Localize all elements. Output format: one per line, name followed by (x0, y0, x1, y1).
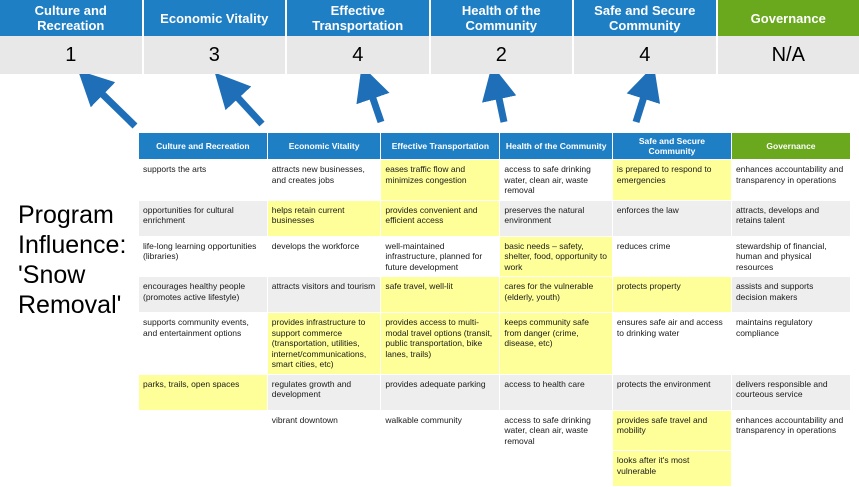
matrix-cell: provides convenient and efficient access (381, 200, 500, 236)
score-effective-transportation: 4 (287, 36, 431, 74)
matrix-cell: protects property (612, 277, 731, 313)
pillar-score-band (0, 36, 859, 74)
matrix-cell: vibrant downtown (267, 410, 381, 451)
matrix-header-health-of-the-community: Health of the Community (500, 133, 613, 160)
matrix-cell: well-maintained infrastructure, planned for future development (381, 236, 500, 277)
matrix-cell: cares for the vulnerable (elderly, youth) (500, 277, 613, 313)
matrix-cell: encourages healthy people (promotes active lifestyle) (139, 277, 268, 313)
matrix-header-economic-vitality: Economic Vitality (267, 133, 381, 160)
score-health-of-the-community: 2 (431, 36, 575, 74)
matrix-cell: provides infrastructure to support commerce (transportation, utilities, internet/communications, smart cities, etc) (267, 313, 381, 375)
arrow-layer (0, 74, 859, 132)
matrix-cell: assists and supports decision makers (731, 277, 850, 313)
table-row (139, 236, 851, 277)
matrix-cell: stewardship of financial, human and physical resources (731, 236, 850, 277)
matrix-cell: keeps community safe from danger (crime, disease, etc) (500, 313, 613, 375)
matrix-cell: eases traffic flow and minimizes congestion (381, 160, 500, 201)
score-economic-vitality: 3 (144, 36, 288, 74)
matrix-cell: access to health care (500, 374, 613, 410)
matrix-cell: provides safe travel and mobility (612, 410, 731, 451)
matrix-cell: attracts new businesses, and creates jobs (267, 160, 381, 201)
matrix-cell: regulates growth and development (267, 374, 381, 410)
matrix-cell: safe travel, well-lit (381, 277, 500, 313)
matrix-cell: supports the arts (139, 160, 268, 201)
matrix-cell (731, 451, 850, 487)
table-row (139, 313, 851, 375)
matrix-cell: helps retain current businesses (267, 200, 381, 236)
table-row (139, 374, 851, 410)
matrix-cell: looks after it's most vulnerable (612, 451, 731, 487)
matrix-cell: parks, trails, open spaces (139, 374, 268, 410)
matrix-cell (500, 451, 613, 487)
matrix-cell: enhances accountability and transparency in operations (731, 160, 850, 201)
matrix-cell: supports community events, and entertainment options (139, 313, 268, 375)
matrix-cell: attracts visitors and tourism (267, 277, 381, 313)
pillar-header-health-of-the-community: Health of the Community (431, 0, 575, 36)
matrix-header-row (139, 133, 851, 160)
matrix-cell (267, 451, 381, 487)
program-influence-caption: Program Influence: 'Snow Removal' (18, 200, 138, 320)
pillar-header-economic-vitality: Economic Vitality (144, 0, 288, 36)
matrix-cell: provides access to multi-modal travel options (transit, public transportation, bike lanes, trails) (381, 313, 500, 375)
table-row (139, 277, 851, 313)
matrix-cell: protects the environment (612, 374, 731, 410)
matrix-cell: provides adequate parking (381, 374, 500, 410)
matrix-cell: basic needs – safety, shelter, food, opportunity to work (500, 236, 613, 277)
matrix-header-effective-transportation: Effective Transportation (381, 133, 500, 160)
arrow-to-safe-and-secure-community (636, 84, 648, 122)
matrix-cell: access to safe drinking water, clean air, waste removal (500, 160, 613, 201)
pillar-header-culture-and-recreation: Culture and Recreation (0, 0, 144, 36)
matrix-cell: attracts, develops and retains talent (731, 200, 850, 236)
matrix-cell: enhances accountability and transparency in operations (731, 410, 850, 451)
matrix-cell: walkable community (381, 410, 500, 451)
matrix-cell: preserves the natural environment (500, 200, 613, 236)
matrix-cell: opportunities for cultural enrichment (139, 200, 268, 236)
score-culture-and-recreation: 1 (0, 36, 144, 74)
matrix-cell: develops the workforce (267, 236, 381, 277)
arrow-to-culture-and-recreation (92, 84, 135, 126)
pillar-header-governance: Governance (718, 0, 859, 36)
matrix-cell: ensures safe air and access to drinking water (612, 313, 731, 375)
arrow-to-economic-vitality (228, 87, 262, 124)
arrow-to-effective-transportation (368, 84, 381, 122)
matrix-cell: enforces the law (612, 200, 731, 236)
matrix-cell (139, 410, 268, 451)
arrow-to-health-of-the-community (496, 84, 504, 122)
matrix-cell (381, 451, 500, 487)
table-row (139, 160, 851, 201)
score-governance: N/A (718, 36, 859, 74)
table-row (139, 200, 851, 236)
matrix-header-safe-and-secure-community: Safe and Secure Community (612, 133, 731, 160)
pillar-attribute-matrix (138, 132, 851, 487)
matrix-cell: life-long learning opportunities (libraries) (139, 236, 268, 277)
matrix-body (139, 160, 851, 487)
matrix-cell (139, 451, 268, 487)
matrix-header-culture-and-recreation: Culture and Recreation (139, 133, 268, 160)
matrix-cell: access to safe drinking water, clean air, waste removal (500, 410, 613, 451)
table-row (139, 410, 851, 451)
table-row (139, 451, 851, 487)
matrix-header-governance: Governance (731, 133, 850, 160)
score-safe-and-secure-community: 4 (574, 36, 718, 74)
pillar-header-effective-transportation: Effective Transportation (287, 0, 431, 36)
matrix-cell: maintains regulatory compliance (731, 313, 850, 375)
matrix-cell: reduces crime (612, 236, 731, 277)
matrix-cell: is prepared to respond to emergencies (612, 160, 731, 201)
pillar-header-band (0, 0, 859, 36)
matrix-cell: delivers responsible and courteous service (731, 374, 850, 410)
pillar-header-safe-and-secure-community: Safe and Secure Community (574, 0, 718, 36)
